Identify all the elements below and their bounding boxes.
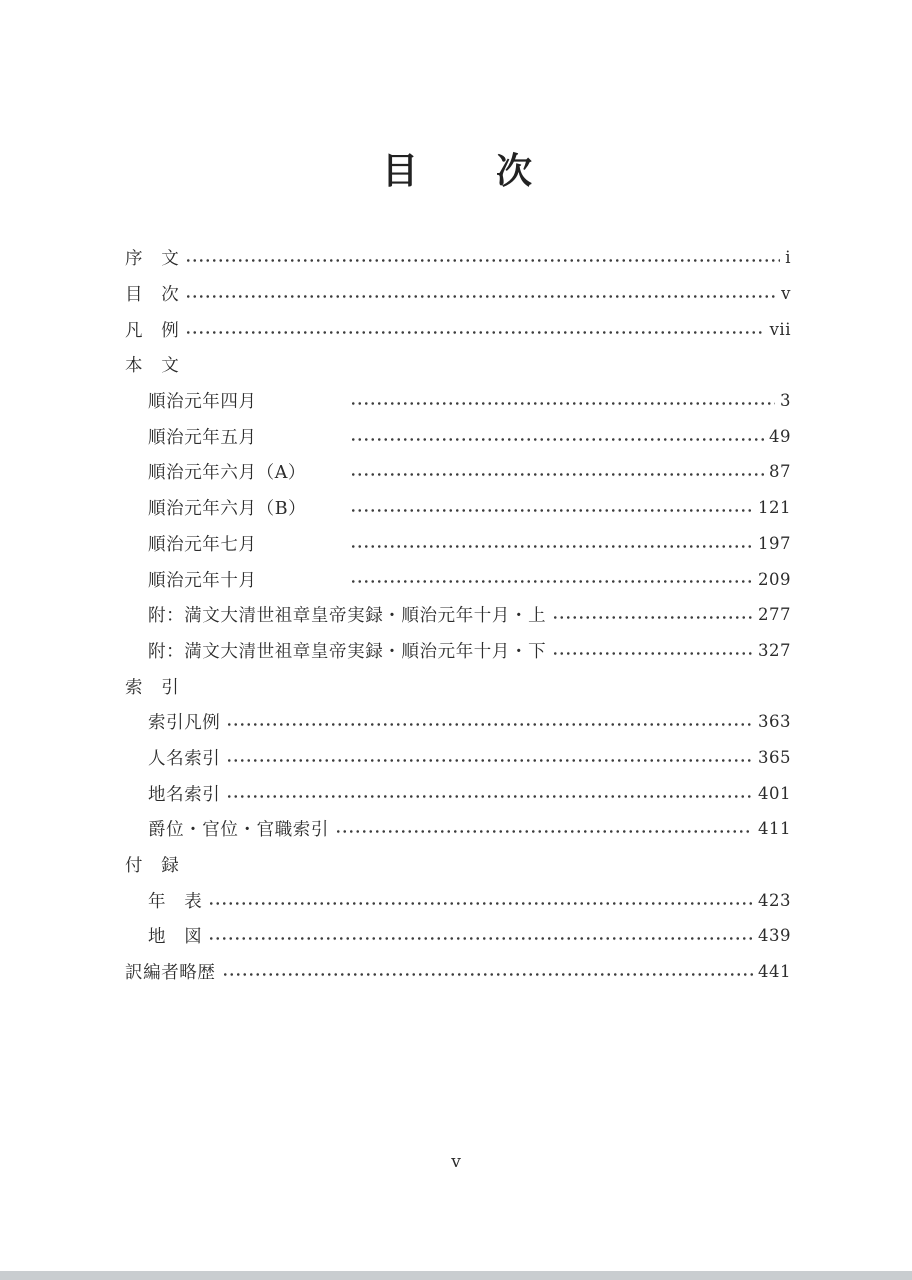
dot-leader [226,740,753,776]
toc-list [125,240,791,989]
toc-entry [125,240,791,276]
page-bottom-edge [0,1271,912,1280]
dot-leader [185,240,780,276]
toc-page-number: 3 [780,391,791,411]
toc-entry-label: 本 文 [125,356,180,377]
dot-leader [350,526,753,562]
dot-leader [350,454,764,490]
toc-entry-label: 人名索引 [148,748,221,769]
toc-page-number: 327 [758,640,791,660]
toc-entry-label: 付 録 [125,856,180,877]
toc-page-number: 365 [758,747,791,767]
dot-leader [226,704,753,740]
toc-entry-label: 年 表 [148,891,203,912]
toc-entry-label: 目 次 [125,285,180,306]
toc-page-number: 439 [758,926,791,946]
toc-entry [125,704,791,740]
toc-page-number: 423 [758,890,791,910]
toc-entry-label: 序 文 [125,249,180,270]
toc-entry-label: 附：満文大清世祖章皇帝実録・順治元年十月・下 [148,641,547,662]
dot-leader [350,383,775,419]
toc-entry-label: 順治元年六月（A） [148,463,307,484]
toc-entry-label: 凡 例 [125,320,180,341]
toc-entry [125,811,791,847]
toc-page-number: 197 [758,533,791,553]
toc-entry [125,633,791,669]
toc-entry-label: 附：満文大清世祖章皇帝実録・順治元年十月・上 [148,606,547,627]
toc-entry [125,775,791,811]
dot-leader [350,418,764,454]
toc-entry-label: 順治元年十月 [148,570,257,591]
dot-leader [208,882,753,918]
toc-entry [125,918,791,954]
toc-entry [125,526,791,562]
toc-entry [125,311,791,347]
toc-page-number: 209 [758,569,791,589]
toc-section-header [125,847,791,883]
toc-page-number: vii [769,319,791,339]
toc-entry [125,740,791,776]
toc-page-number: 87 [769,462,791,482]
toc-page-number: 411 [758,819,791,839]
toc-entry [125,454,791,490]
toc-entry-label: 索引凡例 [148,713,221,734]
footer-page-number: v [451,1152,461,1172]
toc-section-header [125,347,791,383]
toc-entry-label: 地名索引 [148,784,221,805]
toc-page-number: 49 [769,426,791,446]
dot-leader [350,561,753,597]
toc-entry [125,276,791,312]
dot-leader [335,811,753,847]
toc-page-number: 121 [758,498,791,518]
page-title: 目 次 [381,150,534,192]
toc-entry-label: 順治元年七月 [148,534,257,555]
toc-page-number: 277 [758,605,791,625]
toc-entry [125,490,791,526]
toc-entry-label: 順治元年四月 [148,392,257,413]
toc-page-number: i [785,248,791,268]
toc-entry-label: 順治元年六月（B） [148,499,307,520]
toc-page-number: v [781,284,791,304]
dot-leader [226,775,753,811]
toc-page-number: 441 [758,962,791,982]
dot-leader [552,597,753,633]
toc-entry-label: 爵位・官位・官職索引 [148,820,329,841]
dot-leader [350,490,753,526]
dot-leader [185,276,776,312]
dot-leader [208,918,753,954]
toc-section-header [125,668,791,704]
toc-entry [125,882,791,918]
toc-page-number: 363 [758,712,791,732]
dot-leader [185,311,764,347]
toc-page-number: 401 [758,783,791,803]
toc-entry-label: 順治元年五月 [148,427,257,448]
toc-entry [125,561,791,597]
toc-entry [125,418,791,454]
toc-entry-label: 訳編者略歴 [125,963,216,984]
toc-entry [125,597,791,633]
dot-leader [552,633,753,669]
toc-entry [125,383,791,419]
toc-entry-label: 索 引 [125,677,180,698]
toc-entry-label: 地 図 [148,927,203,948]
toc-entry [125,954,791,990]
dot-leader [222,954,754,990]
